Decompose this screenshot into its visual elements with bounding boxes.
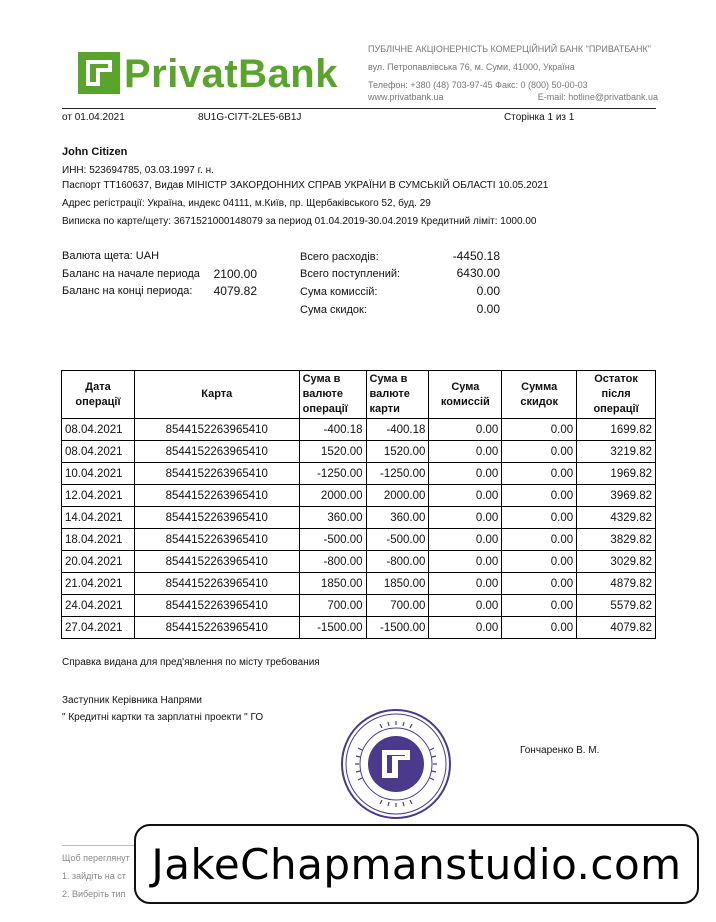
bank-name: ПУБЛІЧНЕ АКЦІОНЕРНІСТЬ КОМЕРЦІЙНИЙ БАНК "ПРИВАТБАНК" — [368, 44, 651, 54]
income-value: 6430.00 — [456, 266, 500, 280]
cell-discount: 0.00 — [502, 551, 577, 573]
cell-commission: 0.00 — [429, 507, 502, 529]
cell-discount: 0.00 — [502, 595, 577, 617]
col-amount-op: Сума в валюте операції — [299, 371, 366, 419]
cell-balance: 3829.82 — [577, 529, 656, 551]
closing-balance-value: 4079.82 — [213, 284, 257, 298]
col-card: Карта — [134, 371, 299, 419]
certificate-note: Справка видана для пред'явлення по місту требования — [62, 657, 320, 668]
cell-commission: 0.00 — [429, 463, 502, 485]
bank-seal-icon — [340, 708, 452, 820]
discount-value: 0.00 — [476, 302, 500, 316]
cell-date: 27.04.2021 — [62, 617, 135, 639]
web-row — [368, 92, 658, 102]
header-divider — [62, 108, 656, 109]
col-discount: Сумма скидок — [502, 371, 577, 419]
bank-phones: Телефон: +380 (48) 703-97-45 Факс: 0 (800) 50-00-03 — [368, 80, 588, 90]
cell-amount-card: -800.00 — [366, 551, 429, 573]
cell-date: 08.04.2021 — [62, 441, 135, 463]
cell-amount-card: -1250.00 — [366, 463, 429, 485]
watermark-text: JakeChapmanstudio.com — [151, 839, 682, 889]
commission-value: 0.00 — [476, 284, 500, 298]
client-passport: Паспорт ТТ160637, Видав МІНІСТР ЗАКОРДОННИХ СПРАВ УКРАЇНИ В СУМСЬКІЙ ОБЛАСТІ 10.05.2021 — [62, 180, 549, 191]
col-date: Дата операції — [62, 371, 135, 419]
commission-label: Сума комиссій: — [300, 286, 378, 298]
cell-card: 8544152263965410 — [134, 419, 299, 441]
cell-balance: 3969.82 — [577, 485, 656, 507]
cell-balance: 1969.82 — [577, 463, 656, 485]
table-row — [62, 595, 656, 617]
cell-date: 21.04.2021 — [62, 573, 135, 595]
table-row — [62, 485, 656, 507]
cell-discount: 0.00 — [502, 419, 577, 441]
document-id: 8U1G-CI7T-2LE5-6B1J — [198, 112, 302, 123]
bank-info — [368, 40, 651, 94]
cell-discount: 0.00 — [502, 507, 577, 529]
cell-date: 24.04.2021 — [62, 595, 135, 617]
table-row — [62, 573, 656, 595]
hint-step-2: 2. Виберіть тип — [62, 889, 126, 899]
cell-balance: 4079.82 — [577, 617, 656, 639]
cell-card: 8544152263965410 — [134, 507, 299, 529]
opening-balance-value: 2100.00 — [213, 267, 257, 281]
table-row — [62, 617, 656, 639]
cell-amount-card: -500.00 — [366, 529, 429, 551]
cell-amount-op: -1500.00 — [299, 617, 366, 639]
expenses-label: Всего расходів: — [300, 251, 379, 263]
cell-amount-op: 700.00 — [299, 595, 366, 617]
cell-commission: 0.00 — [429, 573, 502, 595]
cell-discount: 0.00 — [502, 617, 577, 639]
statement-date: от 01.04.2021 — [62, 112, 125, 123]
cell-amount-card: -400.18 — [366, 419, 429, 441]
cell-discount: 0.00 — [502, 463, 577, 485]
signer-position-line2: " Кредитні картки та зарплатні проекти " ГО — [62, 712, 264, 723]
cell-balance: 4879.82 — [577, 573, 656, 595]
table-row — [62, 551, 656, 573]
closing-balance-label: Баланс на конці периода: — [62, 285, 193, 297]
expenses-value: -4450.18 — [452, 249, 500, 263]
cell-card: 8544152263965410 — [134, 573, 299, 595]
discount-label: Сума скидок: — [300, 304, 367, 316]
client-address: Адрес регістрації: Україна, индекс 04111, м.Київ, пр. Щербаківського 52, буд. 29 — [62, 198, 431, 209]
client-name: John Citizen — [62, 146, 128, 158]
privatbank-logo-icon — [78, 52, 120, 94]
table-row — [62, 441, 656, 463]
cell-date: 12.04.2021 — [62, 485, 135, 507]
cell-balance: 3219.82 — [577, 441, 656, 463]
cell-balance: 1699.82 — [577, 419, 656, 441]
signer-position-line1: Заступник Керівника Напрями — [62, 695, 203, 706]
cell-commission: 0.00 — [429, 551, 502, 573]
cell-amount-card: 360.00 — [366, 507, 429, 529]
cell-card: 8544152263965410 — [134, 551, 299, 573]
page-number: Сторінка 1 из 1 — [504, 112, 575, 123]
client-inn: ИНН: 523694785, 03.03.1997 г. н. — [62, 165, 214, 176]
cell-balance: 5579.82 — [577, 595, 656, 617]
cell-card: 8544152263965410 — [134, 441, 299, 463]
cell-commission: 0.00 — [429, 595, 502, 617]
cell-amount-op: -500.00 — [299, 529, 366, 551]
cell-date: 08.04.2021 — [62, 419, 135, 441]
cell-amount-op: -800.00 — [299, 551, 366, 573]
logo-text: PrivatBank — [124, 52, 338, 96]
cell-card: 8544152263965410 — [134, 617, 299, 639]
col-amount-card: Сума в валюте карти — [366, 371, 429, 419]
signer-name: Гончаренко В. М. — [520, 745, 600, 756]
cell-amount-op: 2000.00 — [299, 485, 366, 507]
cell-date: 10.04.2021 — [62, 463, 135, 485]
bank-email-link[interactable]: E-mail: hotline@privatbank.ua — [537, 92, 658, 102]
hint-step-1: 1. зайдіть на ст — [62, 871, 126, 881]
bank-address: вул. Петропавлівська 76, м. Суми, 41000, Україна — [368, 62, 575, 72]
col-commission: Сума комиссій — [429, 371, 502, 419]
cell-amount-card: 2000.00 — [366, 485, 429, 507]
table-row — [62, 529, 656, 551]
income-label: Всего поступлений: — [300, 268, 401, 280]
cell-date: 14.04.2021 — [62, 507, 135, 529]
table-row — [62, 507, 656, 529]
cell-amount-card: 700.00 — [366, 595, 429, 617]
cell-commission: 0.00 — [429, 529, 502, 551]
cell-commission: 0.00 — [429, 441, 502, 463]
cell-amount-op: 1850.00 — [299, 573, 366, 595]
cell-balance: 4329.82 — [577, 507, 656, 529]
cell-amount-card: 1520.00 — [366, 441, 429, 463]
cell-amount-op: 1520.00 — [299, 441, 366, 463]
cell-commission: 0.00 — [429, 419, 502, 441]
cell-amount-card: -1500.00 — [366, 617, 429, 639]
cell-card: 8544152263965410 — [134, 595, 299, 617]
cell-discount: 0.00 — [502, 441, 577, 463]
cell-balance: 3029.82 — [577, 551, 656, 573]
cell-commission: 0.00 — [429, 485, 502, 507]
table-row — [62, 463, 656, 485]
cell-discount: 0.00 — [502, 573, 577, 595]
opening-balance-label: Баланс на начале периода — [62, 268, 200, 280]
cell-amount-card: 1850.00 — [366, 573, 429, 595]
cell-date: 18.04.2021 — [62, 529, 135, 551]
transactions-table — [61, 370, 656, 639]
col-balance: Остаток після операції — [577, 371, 656, 419]
cell-amount-op: 360.00 — [299, 507, 366, 529]
cell-card: 8544152263965410 — [134, 529, 299, 551]
currency-label: Валюта щета: UAH — [62, 250, 160, 262]
watermark-banner — [134, 824, 699, 904]
table-row — [62, 419, 656, 441]
cell-amount-op: -1250.00 — [299, 463, 366, 485]
cell-card: 8544152263965410 — [134, 463, 299, 485]
table-header-row — [62, 371, 656, 419]
statement-info: Виписка по карте/щету: 3671521000148079 за период 01.04.2019-30.04.2019 Кредитний ліміт: 1000.00 — [62, 216, 537, 227]
hint-title: Щоб переглянут — [62, 853, 130, 863]
cell-card: 8544152263965410 — [134, 485, 299, 507]
cell-date: 20.04.2021 — [62, 551, 135, 573]
bank-website-link[interactable]: www.privatbank.ua — [368, 92, 444, 102]
cell-discount: 0.00 — [502, 485, 577, 507]
cell-discount: 0.00 — [502, 529, 577, 551]
cell-amount-op: -400.18 — [299, 419, 366, 441]
cell-commission: 0.00 — [429, 617, 502, 639]
